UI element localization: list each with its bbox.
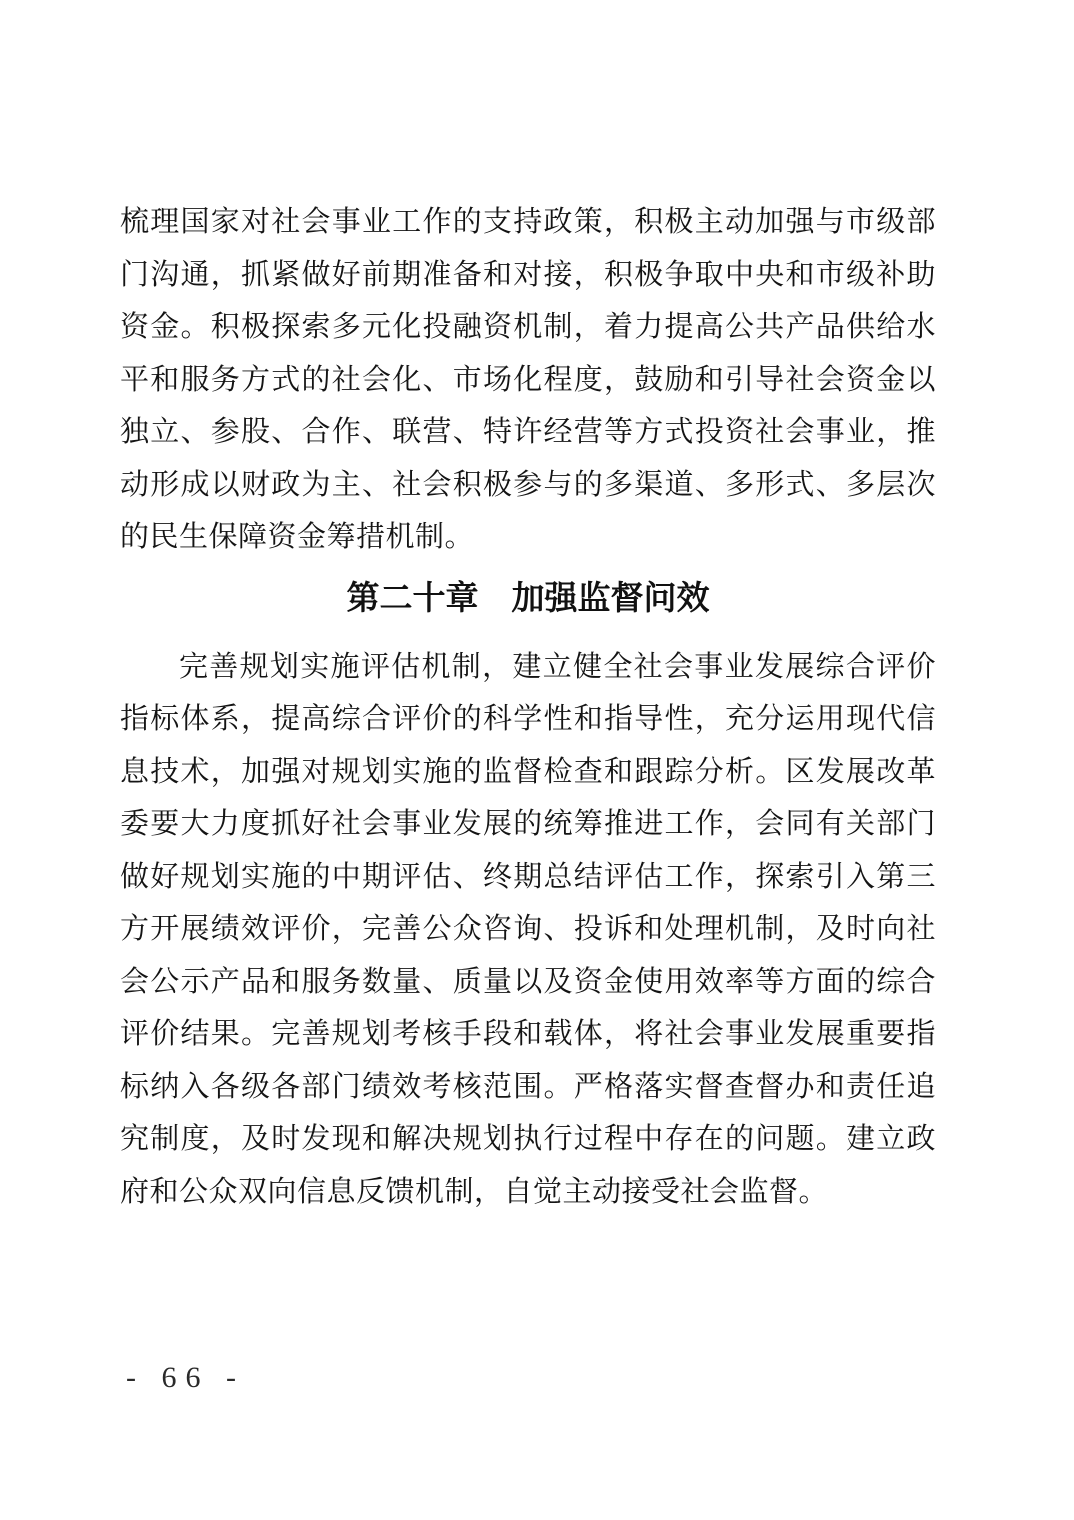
page-number: - 66 - bbox=[126, 1361, 245, 1394]
body-paragraph-supervision: 完善规划实施评估机制，建立健全社会事业发展综合评价指标体系，提高综合评价的科学性和指导性，充分运用现代信息技术，加强对规划实施的监督检查和跟踪分析。区发展改革委要大力度抓好社会事业发展的统筹推进工作，会同有关部门做好规划实施的中期评估、终期总结评估工作，探索引入第三方开展绩效评价，完善公众咨询、投诉和处理机制，及时向社会公示产品和服务数量、质量以及资金使用效率等方面的综合评价结果。完善规划考核手段和载体，将社会事业发展重要指标纳入各级各部门绩效考核范围。严格落实督查督办和责任追究制度，及时发现和解决规划执行过程中存在的问题。建立政府和公众双向信息反馈机制，自觉主动接受社会监督。 bbox=[120, 650, 936, 1208]
page-content bbox=[120, 196, 936, 1218]
chapter-heading: 第二十章 加强监督问效 bbox=[346, 580, 710, 617]
body-paragraph-continued: 梳理国家对社会事业工作的支持政策，积极主动加强与市级部门沟通，抓紧做好前期准备和对接，积极争取中央和市级补助资金。积极探索多元化投融资机制，着力提高公共产品供给水平和服务方式的社会化、市场化程度，鼓励和引导社会资金以独立、参股、合作、联营、特许经营等方式投资社会事业，推动形成以财政为主、社会积极参与的多渠道、多形式、多层次的民生保障资金筹措机制。 bbox=[120, 206, 936, 553]
